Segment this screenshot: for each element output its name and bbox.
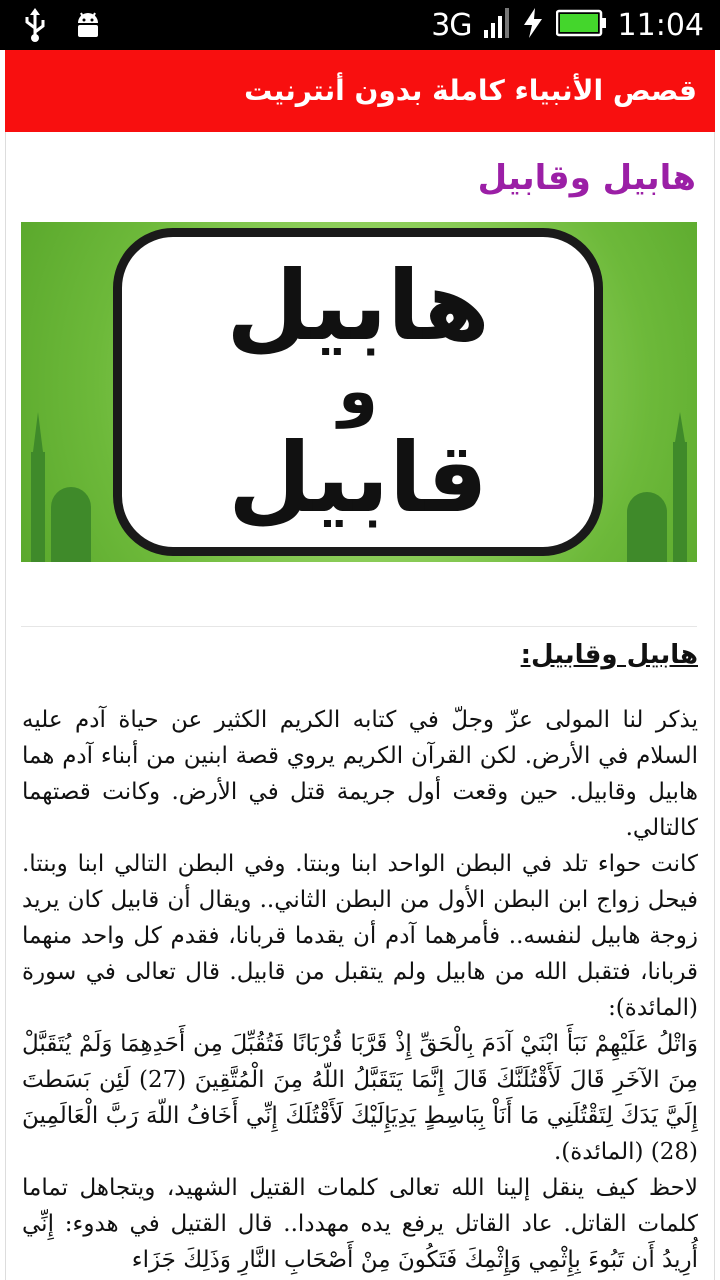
android-icon: [74, 9, 102, 45]
image-word-habil: هابيل: [226, 250, 490, 362]
story-title: هابيل وقابيل: [477, 158, 696, 198]
usb-icon: [22, 8, 48, 46]
story-paragraph: يذكر لنا المولى عزّ وجلّ في كتابه الكريم الكثير عن حياة آدم عليه السلام في الأرض. لكن القرآن الكريم يروي قصة ابنين من أبناء آدم هما هابيل وقابيل. حين وقعت أول جريمة قتل في الأرض. وكانت قصتهما كالتالي.: [22, 707, 698, 841]
battery-icon: [556, 9, 606, 41]
quran-verse: وَاتْلُ عَلَيْهِمْ نَبَأَ ابْنَيْ آدَمَ بِالْحَقِّ إِذْ قَرَّبَا قُرْبَانًا فَتُقُبِّلَ مِن أَحَدِهِمَا وَلَمْ يُتَقَبَّلْ مِنَ الآخَرِ قَالَ لَأَقْتُلَنَّكَ قَالَ إِنَّمَا يَتَقَبَّلُ اللّهُ مِنَ الْمُتَّقِينَ (27) لَئِن بَسَطتَ إِلَيَّ يَدَكَ لِتَقْتُلَنِي مَا أَنَاْ بِبَاسِطٍ يَدِيَإِلَيْكَ لَأَقْتُلَكَ إِنِّي أَخَافُ اللّهَ رَبَّ الْعَالَمِينَ (28) (المائدة).: [22, 1031, 698, 1165]
story-content[interactable]: [5, 132, 715, 1280]
story-paragraph: لاحظ كيف ينقل إلينا الله تعالى كلمات القتيل الشهيد، ويتجاهل تماما كلمات القاتل. عاد القاتل يرفع يده مهددا.. قال القتيل في هدوء: إِنِّي أُرِيدُ أَن تَبُوءَ بِإِثْمِي وَإِثْمِكَ فَتَكُونَ مِنْ أَصْحَابِ النَّارِ وَذَلِكَ جَزَاء: [22, 1175, 698, 1273]
mosque-silhouette-left: [21, 412, 101, 562]
mosque-silhouette-right: [617, 412, 697, 562]
signal-icon: [484, 8, 510, 42]
story-paragraph: كانت حواء تلد في البطن الواحد ابنا وبنتا. وفي البطن التالي ابنا وبنتا. فيحل زواج ابن البطن الأول من البطن الثاني.. ويقال أن قابيل كان يريد زوجة هابيل لنفسه.. فأمرهما آدم أن يقدما قربانا، فقدم كل واحد منهما قربانا، فتقبل الله من هابيل ولم يتقبل من قابيل. قال تعالى في سورة (المائدة):: [22, 851, 698, 1021]
divider: [21, 626, 697, 627]
network-type: 3G: [431, 7, 472, 43]
story-body: [22, 702, 698, 1278]
image-word-and: و: [338, 355, 378, 429]
app-bar: [5, 50, 715, 132]
image-word-qabil: قابيل: [228, 422, 488, 534]
clock: 11:04: [617, 7, 704, 43]
section-heading: هابيل وقابيل:: [520, 640, 698, 670]
story-image: [21, 222, 697, 562]
story-image-frame: [113, 228, 603, 556]
app-title: قصص الأنبياء كاملة بدون أنترنيت: [244, 74, 697, 107]
status-bar: [0, 0, 720, 50]
charging-icon: [522, 8, 544, 42]
